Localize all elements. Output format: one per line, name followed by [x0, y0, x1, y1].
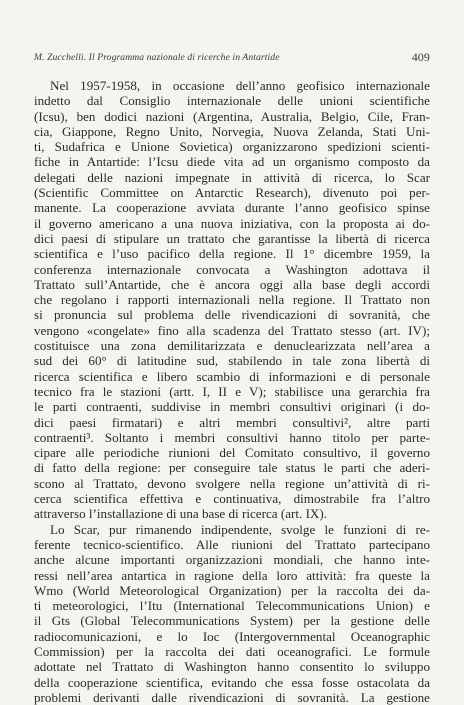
text-line: ressi nell’area antartica in ragione della loro attività: fra queste la — [34, 567, 430, 583]
document-page — [34, 0, 430, 705]
text-line: di fatto della regione: per conseguire tale status le parti che aderi- — [34, 460, 430, 476]
text-line: scono al Trattato, devono svolgere nella regione un’attività di ri- — [34, 475, 430, 491]
text-line: cipare alle periodiche riunioni del Comitato consultivo, il governo — [34, 445, 430, 461]
text-line: scientifica e l’uso pacifico della regione. Il 1° dicembre 1959, la — [34, 246, 430, 262]
running-head — [34, 52, 430, 63]
text-line: manente. La cooperazione avviata durante l’anno geofisico spinse — [34, 200, 430, 216]
text-line: Lo Scar, pur rimanendo indipendente, svolge le funzioni di re- — [50, 521, 430, 537]
text-line: tecnico fra le stazioni (artt. I, II e V); stabilisce una gerarchia fra — [34, 383, 430, 399]
body-text — [34, 78, 430, 705]
text-line: delegati delle nazioni impegnate in attività di ricerca, lo Scar — [34, 169, 430, 185]
text-line: Trattato sull’Antartide, che è ancora oggi alla base degli accordi — [34, 276, 430, 292]
text-line: ti meteorologici, l’Itu (International Telecommunications Union) e — [34, 598, 430, 614]
running-head-title: M. Zucchelli. Il Programma nazionale di ricerche in Antartide — [34, 52, 280, 63]
text-line: sud dei 60° di latitudine sud, stabilendo in tale zona libertà di — [34, 353, 430, 369]
text-line: problemi derivanti dalle rivendicazioni di sovranità. La gestione — [34, 689, 430, 705]
text-line: cerca scientifica effettiva e continuativa, dimostrabile fra l’altro — [34, 491, 430, 507]
text-line: si pronuncia sul problema delle rivendicazioni di sovranità, che — [34, 307, 430, 323]
text-line: cia, Giappone, Regno Unito, Norvegia, Nuova Zelanda, Stati Uni- — [34, 123, 430, 139]
text-line: ferente tecnico-scientifico. Alle riunioni del Trattato partecipano — [34, 536, 430, 552]
text-line: Commission) per la raccolta dei dati oceanografici. Le formule — [34, 643, 430, 659]
text-line: che regolano i rapporti internazionali nella regione. Il Trattato non — [34, 292, 430, 308]
text-line: contraenti³. Soltanto i membri consultivi hanno titolo per parte- — [34, 429, 430, 445]
text-line: attraverso l’installazione di una base di ricerca (art. IX). — [34, 506, 328, 522]
text-line: Nel 1957-1958, in occasione dell’anno geofisico internazionale — [50, 78, 430, 93]
text-line: anche alcune importanti organizzazioni mondiali, che hanno inte- — [34, 552, 430, 568]
text-line: fiche in Antartide: l’Icsu diede vita ad un organismo composto da — [34, 154, 430, 170]
text-line: adottate nel Trattato di Washington hanno consentito lo sviluppo — [34, 659, 430, 675]
text-line: le parti contraenti, suddivise in membri consultivi originari (i do- — [34, 399, 430, 415]
text-line: ricerca scientifica e libero scambio di informazioni e di personale — [34, 368, 430, 384]
text-line: indetto dal Consiglio internazionale delle unioni scientifiche — [34, 93, 430, 109]
text-line: della cooperazione scientifica, evitando che essa fosse ostacolata da — [34, 674, 430, 690]
text-line: vengono «congelate» fino alla scadenza del Trattato stesso (art. IV); — [34, 322, 430, 338]
text-line: dici paesi firmatari) e altri membri consultivi², altre parti — [34, 414, 430, 430]
text-line: Wmo (World Meteorological Organization) per la raccolta dei da- — [34, 582, 430, 598]
text-line: (Scientific Committee on Antarctic Research), divenuto poi per- — [34, 185, 430, 201]
page-number: 409 — [411, 50, 430, 64]
text-line: il Gts (Global Telecommunications System) per la gestione delle — [34, 613, 430, 629]
text-line: ti, Sudafrica e Unione Sovietica) organizzarono spedizioni scienti- — [34, 139, 430, 155]
text-line: il governo americano a una nuova iniziativa, con la proposta ai do- — [34, 215, 430, 231]
text-line: conferenza internazionale convocata a Washington adottava il — [34, 261, 430, 277]
text-line: radiocomunicazioni, e lo Ioc (Intergovernmental Oceanographic — [34, 628, 430, 644]
text-line: dici paesi di stipulare un trattato che garantisse la libertà di ricerca — [34, 230, 430, 246]
text-line: costituisce una zona demilitarizzata e denuclearizzata nell’area a — [34, 338, 430, 354]
text-line: (Icsu), ben dodici nazioni (Argentina, Australia, Belgio, Cile, Fran- — [34, 108, 430, 124]
